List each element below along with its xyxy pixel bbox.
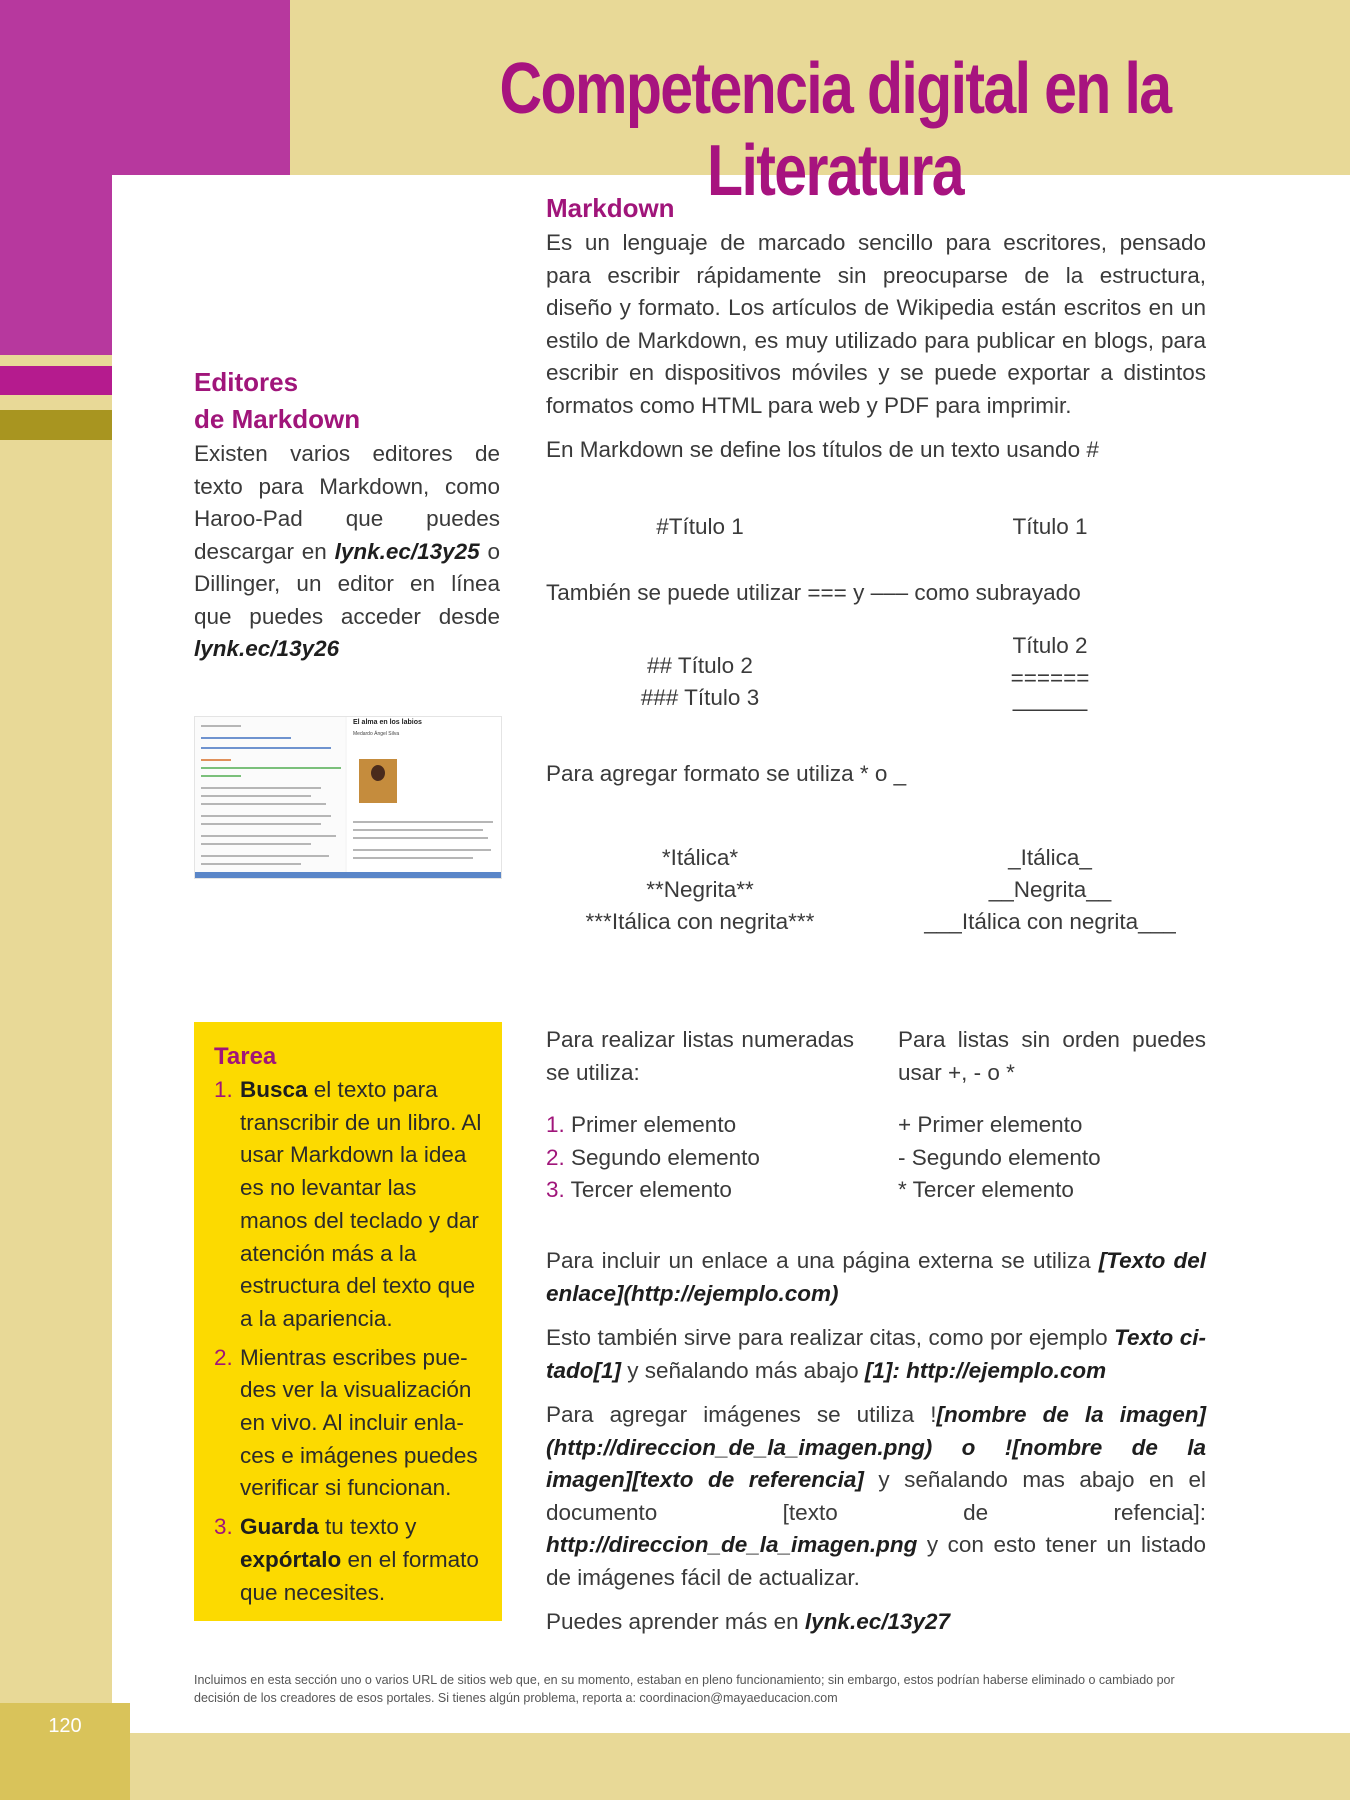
numbered-item [546,1174,854,1207]
title1-code: #Título 1 [656,514,744,539]
tarea-box [194,1022,502,1621]
markdown-title: Markdown [546,193,675,223]
image-syntax: [nombre de la imagen](http://direccion_de_la_imagen.png) o ![nombre de la imagen][texto de referencia] [546,1402,1206,1492]
page-number: 120 [48,1715,82,1737]
learn-more-paragraph [546,1606,1206,1639]
screenshot-status-bar [195,872,501,878]
screenshot-title: El alma en los labios [353,719,422,726]
screenshot-subtitle: Medardo Ángel Silva [353,731,400,737]
image-text: Para agregar imágenes se utiliza ! [546,1402,937,1427]
image-paragraph [546,1399,1206,1594]
page-title: Competencia digital en la Literatura [499,49,1171,211]
unordered-list-section [898,1024,1206,1207]
portrait-head [371,765,385,781]
tarea-item-text: Mientras escribes pue-des ver la visualización en vivo. Al incluir enla-ces e imágenes puedes verificar si funcionan. [240,1344,478,1501]
learn-more-text: Puedes aprender más en [546,1609,805,1634]
markdown-section [546,190,1206,467]
link-paragraph [546,1245,1206,1310]
citation-text: Esto también sirve para realizar citas, como por ejemplo [546,1325,1115,1350]
editors-title-line2: de Markdown [194,404,361,434]
numbered-item-text: Segundo elemento [571,1144,760,1170]
magenta-corner [0,0,290,175]
titles-text: En Markdown se define los títulos de un texto usando # [546,437,1099,462]
tarea-list [214,1074,482,1609]
editor-screenshot [194,716,502,879]
editors-link-2[interactable]: lynk.ec/13y26 [194,636,340,661]
numbered-item [546,1142,854,1175]
title1-result: Título 1 [1012,514,1088,539]
numbered-item-text: Primer elemento [571,1112,737,1137]
unordered-item: * Tercer elemento [898,1177,1074,1202]
tarea-item [214,1342,482,1506]
tarea-title: Tarea [214,1043,277,1070]
tarea-item-number: 3. [214,1514,233,1540]
title2-code: ## Título 2 [647,653,753,678]
learn-more-link[interactable]: lynk.ec/13y27 [804,1609,951,1634]
title3-code: ### Título 3 [640,685,760,710]
editors-text-2: o Dillinger, un editor en línea que puedes acceder desde [194,538,500,629]
format-right-bold-italic: ___Itálica con negrita___ [924,909,1176,934]
image-url: http://direccion_de_la_imagen.png [546,1532,918,1557]
olive-stripe [0,410,112,440]
editors-section [194,364,500,666]
tarea-item-text: en el formato que necesites. [240,1546,479,1605]
format-right-italic: _Itálica_ [1008,845,1092,870]
tarea-item [214,1511,482,1609]
link-text: Para incluir un enlace a una página externa se utiliza [546,1248,1099,1273]
screenshot-editor-pane [195,717,345,877]
image-text: y señalando mas abajo en el documento [texto de refencia]: [546,1467,1206,1525]
numbered-item-text: Tercer elemento [570,1177,732,1202]
footnote: Incluimos en esta sección uno o varios URL de sitios web que, en su momento, estaban en pleno funcionamiento; sin embargo, estos podrían haberse eliminado o cambiado por decisión de los creadores de esos portales. Si tienes algún problema, reporta a: coordinacion@mayaeducacion.com [194,1673,1175,1705]
numbered-item-number: 1. [546,1112,565,1137]
numbered-item-number: 2. [546,1144,565,1170]
format-left-italic: *Itálica* [661,845,739,870]
tarea-item-number: 2. [214,1344,233,1370]
links-section [546,1245,1206,1639]
citation-syntax: Texto ci-tado[1] [546,1325,1206,1383]
unordered-intro: Para listas sin orden puedes usar +, - o * [898,1027,1206,1085]
citation-paragraph [546,1322,1206,1387]
tarea-item-text: el texto para transcribir de un libro. Al usar Markdown la idea es no levantar las manos del teclado y dar atención más a la estructura del texto que a la apariencia. [240,1077,482,1331]
editors-title-line1: Editores [194,367,299,397]
editors-text-1: Existen varios editores de texto para Markdown, como Haroo-Pad que puedes descargar en [194,441,500,564]
title2-dashes: –––––– [1012,696,1088,721]
numbered-intro: Para realizar listas numeradas se utiliza: [546,1027,854,1085]
link-syntax: [Texto del enlace](http://ejemplo.com) [546,1248,1206,1306]
tarea-item-bold: Guarda [240,1514,319,1540]
markdown-intro: Es un lenguaje de marcado sencillo para escritores, pensado para escribir rápidamente sin preocuparse de la estructura, diseño y formato. Los artículos de Wikipedia están escritos en un estilo de Markdown, es muy utilizado para publicar en blogs, para escribir en dispositivos móviles y se puede exportar a distintos formatos como HTML para web y PDF para imprimir. [546,230,1206,418]
format-text: Para agregar formato se utiliza * o _ [546,761,907,786]
tarea-item-text: tu texto y [318,1514,417,1540]
title2-result: Título 2 [1012,633,1088,658]
format-left-bold: **Negrita** [646,877,754,902]
editors-text [194,438,500,666]
unordered-item: + Primer elemento [898,1112,1083,1137]
screenshot-preview-pane [347,717,502,877]
citation-reference: [1]: http://ejemplo.com [864,1357,1107,1383]
numbered-item [546,1109,854,1142]
numbered-item-number: 3. [546,1177,565,1202]
tarea-item-bold: Busca [240,1077,308,1102]
magenta-side-bar [0,175,112,355]
unordered-item: - Segundo elemento [898,1144,1101,1170]
magenta-stripe [0,366,112,395]
format-left-bold-italic: ***Itálica con negrita*** [585,909,815,934]
tarea-item [214,1074,482,1336]
footer-band [0,1733,1350,1800]
numbered-list-section [546,1024,854,1207]
editors-link-1[interactable]: lynk.ec/13y25 [334,538,480,564]
image-text: y con esto tener un listado de imágenes fácil de actualizar. [546,1532,1206,1590]
title2-equals: ====== [1010,665,1090,690]
format-right-bold: __Negrita__ [988,877,1112,902]
citation-text: y señalando más abajo [621,1357,865,1383]
underline-text: También se puede utilizar === y ––– como subrayado [546,580,1081,605]
tarea-item-number: 1. [214,1077,233,1102]
tarea-item-bold: expórtalo [240,1546,342,1572]
